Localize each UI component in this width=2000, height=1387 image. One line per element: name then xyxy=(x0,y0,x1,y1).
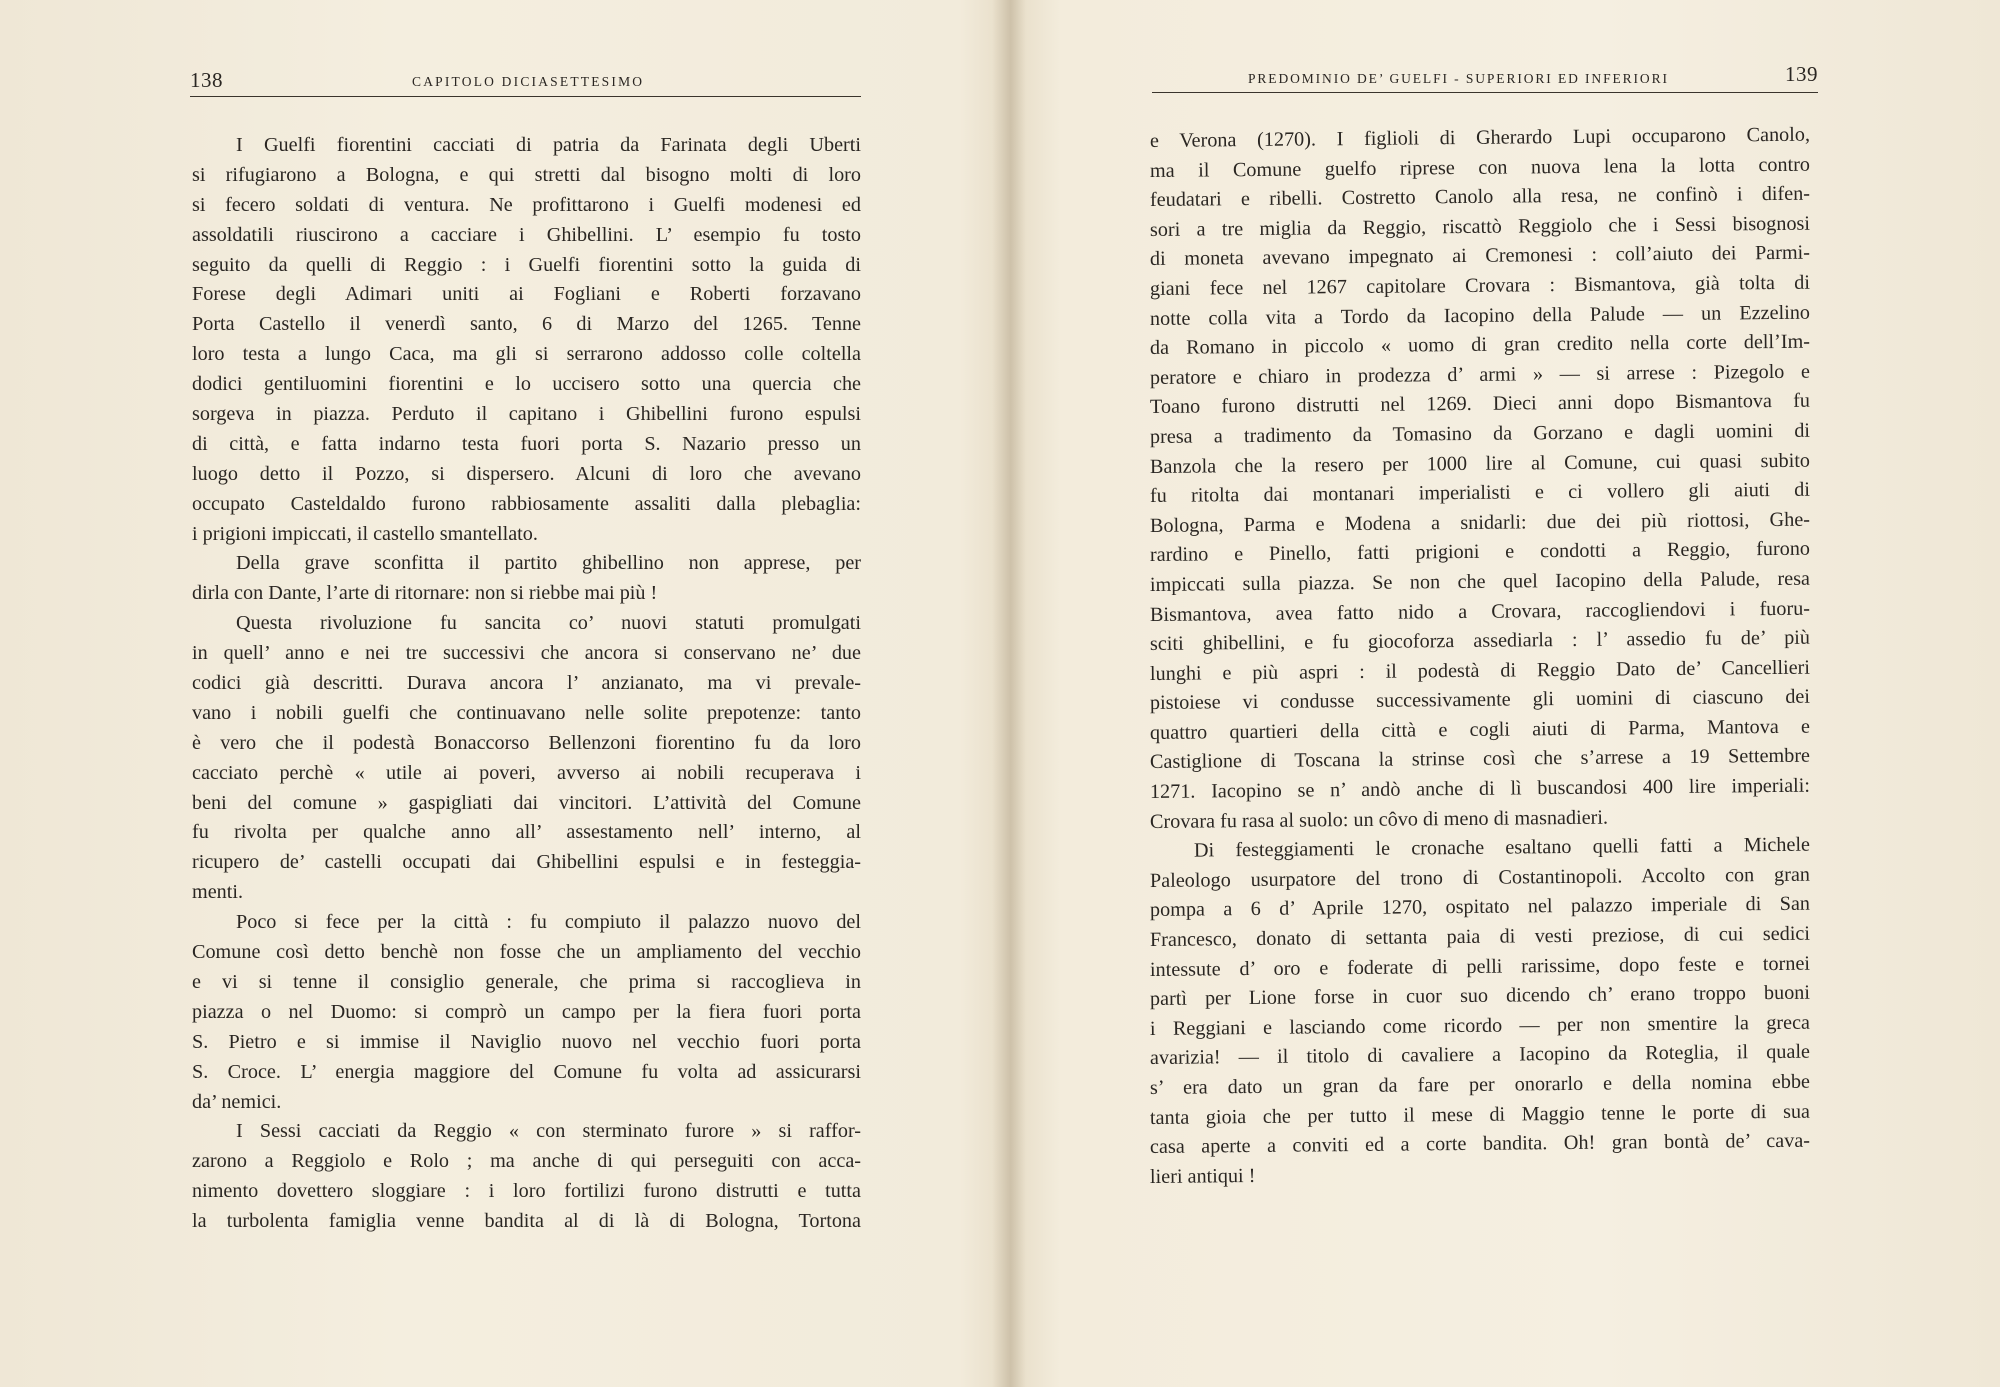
text-line: dirla con Dante, l’arte di ritornare: non si riebbe mai più ! xyxy=(192,582,658,605)
text-line: menti. xyxy=(192,881,244,904)
text-line: intessute d’ oro e foderate di pelli rarissime, dopo feste e tornei xyxy=(1149,952,1811,981)
text-line: si rifugiarono a Bologna, e qui stretti dal bisogno molti di loro xyxy=(192,163,861,186)
text-line: codici già descritti. Durava ancora l’ anzianato, ma vi prevale- xyxy=(192,672,861,695)
text-line: di città, e fatta indarno testa fuori porta S. Nazario presso un xyxy=(192,432,861,455)
text-line: si fecero soldati di ventura. Ne profittarono i Guelfi modenesi ed xyxy=(192,193,861,216)
text-line: e vi si tenne il consiglio generale, che prima si raccoglieva in xyxy=(192,970,861,993)
text-line: sorgeva in piazza. Perduto il capitano i Ghibellini furono espulsi xyxy=(192,403,861,426)
left-running-head xyxy=(190,62,861,97)
text-line: tanta gioia che per tutto il mese di Maggio tenne le porte di sua xyxy=(1149,1100,1811,1129)
text-line: piazza o nel Duomo: si comprò un campo per la fiera fuori porta xyxy=(192,1000,861,1023)
text-line: Bologna, Parma e Modena a snidarli: due dei più riottosi, Ghe- xyxy=(1149,508,1811,537)
text-line: nimento dovettero sloggiare : i loro fortilizi furono distrutti e tutta xyxy=(192,1180,861,1203)
text-line: I Sessi cacciati da Reggio « con sterminato furore » si raffor- xyxy=(236,1120,861,1143)
text-line: 1271. Iacopino se n’ andò anche di lì buscandosi 400 lire imperiali: xyxy=(1149,774,1811,804)
text-line: occupato Casteldaldo furono rabbiosamente assaliti dalla plebaglia: xyxy=(192,492,861,515)
text-line: da’ nemici. xyxy=(192,1090,282,1113)
text-line: presa a tradimento da Tomasino da Gorzano e dagli uomini di xyxy=(1149,419,1811,448)
text-line: casa aperte a conviti ed a corte bandita. Oh! gran bontà de’ cava- xyxy=(1149,1129,1811,1159)
text-line: Paleologo usurpatore del trono di Costantinopoli. Accolto con gran xyxy=(1149,863,1811,892)
text-line: Poco si fece per la città : fu compiuto il palazzo nuovo del xyxy=(236,911,861,934)
text-line: pistoiese vi condusse successivamente gli uomini di ciascuno dei xyxy=(1149,685,1811,715)
text-line: assoldatili riuscirono a cacciare i Ghibellini. L’ esempio fu tosto xyxy=(192,223,861,246)
text-line: quattro quartieri della città e cogli aiuti di Parma, Mantova e xyxy=(1149,715,1811,744)
text-line: Porta Castello il venerdì santo, 6 di Marzo del 1265. Tenne xyxy=(192,313,861,336)
text-line: S. Pietro e si immise il Naviglio nuovo nel vecchio fuori porta xyxy=(192,1030,861,1053)
text-line: Questa rivoluzione fu sancita co’ nuovi statuti promulgati xyxy=(236,612,861,635)
text-line: rardino e Pinello, fatti prigioni e condotti a Reggio, furono xyxy=(1149,537,1811,567)
text-line: notte colla vita a Tordo da Iacopino della Palude — un Ezzelino xyxy=(1149,301,1811,330)
text-line: I Guelfi fiorentini cacciati di patria da Farinata degli Uberti xyxy=(236,134,861,156)
text-line: cacciato perchè « utile ai poveri, avverso ai nobili recuperava i xyxy=(192,761,861,784)
right-page xyxy=(1000,0,2000,1387)
text-line: è vero che il podestà Bonaccorso Bellenzoni fiorentino fu da loro xyxy=(192,731,861,754)
text-line: Banzola che la resero per 1000 lire al Comune, cui quasi subito xyxy=(1149,449,1811,478)
text-line: la turbolenta famiglia venne bandita al di là di Bologna, Tortona xyxy=(192,1210,861,1233)
text-line: loro testa a lungo Caca, ma gli si serrarono addosso colle coltella xyxy=(192,343,861,366)
text-line: Della grave sconfitta il partito ghibellino non apprese, per xyxy=(236,552,861,575)
text-line: vano i nobili guelfi che continuavano nelle solite prepotenze: tanto xyxy=(192,701,861,724)
text-line: da Romano in piccolo « uomo di gran credito nella corte dell’Im- xyxy=(1149,330,1811,360)
text-line: zarono a Reggiolo e Rolo ; ma anche di qui perseguiti con acca- xyxy=(192,1150,861,1173)
text-line: s’ era dato un gran da fare per onorarlo e della nomina ebbe xyxy=(1149,1070,1811,1099)
text-line: i prigioni impiccati, il castello smantellato. xyxy=(192,522,538,545)
text-line: e Verona (1270). I figlioli di Gherardo Lupi occuparono Canolo, xyxy=(1149,123,1811,152)
text-line: lieri antiqui ! xyxy=(1149,1164,1256,1188)
left-text-block xyxy=(192,131,861,1237)
text-line: feudatari e ribelli. Costretto Canolo alla resa, ne confinò i difen- xyxy=(1149,182,1811,212)
text-line: Francesco, donato di settanta paia di vesti preziose, di cui sedici xyxy=(1149,922,1811,952)
right-page-number: 139 xyxy=(1785,62,1818,86)
text-line: ricupero de’ castelli occupati dai Ghibellini espulsi e in festeggia- xyxy=(192,851,861,874)
text-line: fu rivolta per qualche anno all’ assestamento nell’ interno, al xyxy=(192,821,861,844)
text-line: sciti ghibellini, e fu giocoforza assediarla : l’ assedio fu de’ più xyxy=(1149,626,1811,656)
text-line: Di festeggiamenti le cronache esaltano quelli fatti a Michele xyxy=(1193,833,1811,862)
text-line: partì per Lione forse in cuor suo dicendo ch’ erano troppo buoni xyxy=(1149,981,1811,1011)
text-line: dodici gentiluomini fiorentini e lo uccisero sotto una quercia che xyxy=(192,373,861,396)
left-page-number: 138 xyxy=(190,68,223,92)
text-line: i Reggiani e lasciando come ricordo — per non smentire la greca xyxy=(1149,1011,1811,1040)
text-line: seguito da quelli di Reggio : i Guelfi fiorentini sotto la guida di xyxy=(192,253,861,276)
text-line: Bismantova, avea fatto nido a Crovara, raccogliendovi i fuoru- xyxy=(1149,597,1811,626)
right-text-block xyxy=(1149,123,1811,1192)
text-line: in quell’ anno e nei tre successivi che ancora si conservano ne’ due xyxy=(192,642,861,665)
text-line: pompa a 6 d’ Aprile 1270, ospitato nel palazzo imperiale di San xyxy=(1149,893,1811,922)
text-line: Comune così detto benchè non fosse che un ampliamento del vecchio xyxy=(192,941,861,964)
text-line: peratore e chiaro in prodezza d’ armi » — si arrese : Pizegolo e xyxy=(1149,360,1811,389)
text-line: Crovara fu rasa al suolo: un côvo di meno di masnadieri. xyxy=(1149,806,1609,833)
right-running-title: PREDOMINIO DE’ GUELFI - SUPERIORI ED INFERIORI xyxy=(1248,71,1669,86)
right-running-head xyxy=(1152,58,1818,93)
text-line: giani fece nel 1267 capitolare Crovara : Bismantova, già tolta di xyxy=(1149,271,1811,300)
text-line: impiccati sulla piazza. Se non che quel Iacopino della Palude, resa xyxy=(1149,567,1811,596)
text-line: ma il Comune guelfo riprese con nuova lena la lotta contro xyxy=(1149,153,1811,182)
text-line: Castiglione di Toscana la strinse così che s’arrese a 19 Settembre xyxy=(1149,745,1811,774)
text-line: S. Croce. L’ energia maggiore del Comune fu volta ad assicurarsi xyxy=(192,1060,861,1083)
text-line: sori a tre miglia da Reggio, riscattò Reggiolo che i Sessi bisognosi xyxy=(1149,212,1811,241)
text-line: Toano furono distrutti nel 1269. Dieci anni dopo Bismantova fu xyxy=(1149,390,1811,419)
left-running-title: CAPITOLO DICIASETTESIMO xyxy=(412,74,645,89)
text-line: di moneta avevano impegnato ai Cremonesi : coll’aiuto dei Parmi- xyxy=(1149,242,1811,271)
text-line: avarizia! — il titolo di cavaliere a Iacopino da Roteglia, il quale xyxy=(1149,1041,1811,1070)
text-line: fu ritolta dai montanari imperialisti e ci vollero gli aiuti di xyxy=(1149,478,1811,508)
text-line: lunghi e più aspri : il podestà di Reggio Dato de’ Cancellieri xyxy=(1149,656,1811,685)
text-line: luogo detto il Pozzo, si dispersero. Alcuni di loro che avevano xyxy=(192,462,861,485)
text-line: Forese degli Adimari uniti ai Fogliani e Roberti forzavano xyxy=(192,283,861,306)
text-line: beni del comune » gaspigliati dai vincitori. L’attività del Comune xyxy=(192,791,861,814)
